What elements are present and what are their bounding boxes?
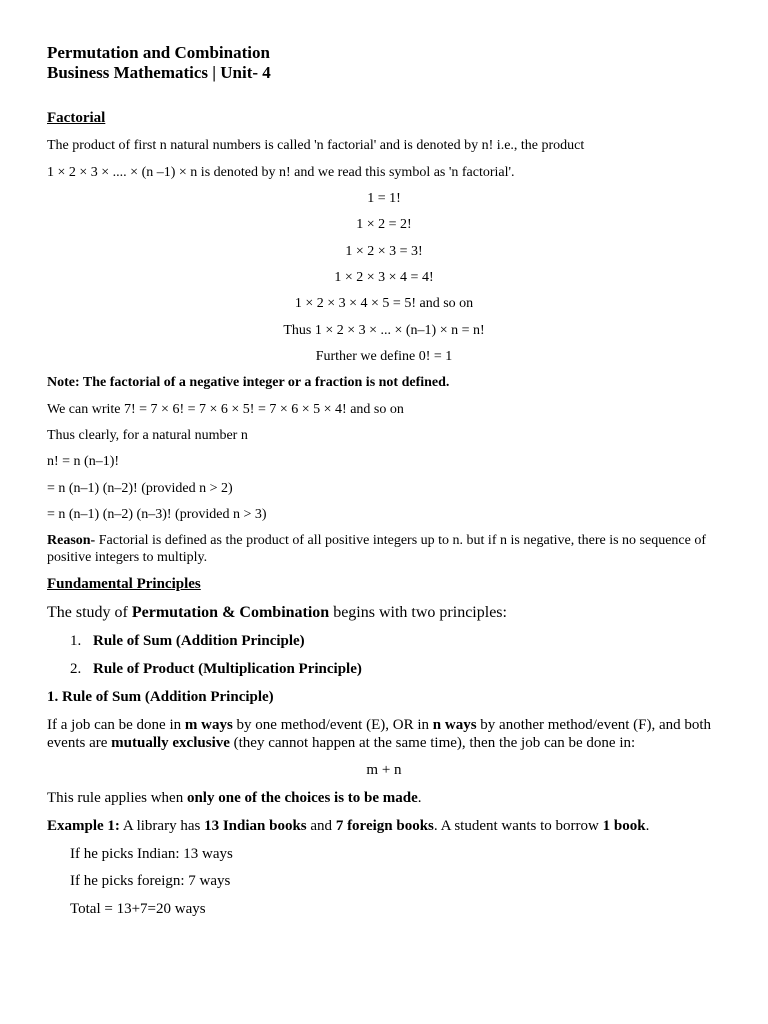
reason-text: Factorial is defined as the product of all positive integers up to n. but if n is negative, there is no sequence of positive integers to multiply. <box>47 533 707 565</box>
fundamental-intro-bold: Permutation & Combination <box>131 604 330 621</box>
list-number: 1. <box>70 633 82 649</box>
factorial-line-1: 1 = 1! <box>367 191 401 206</box>
bold-text: only one of the choices is to be made <box>186 790 418 806</box>
text: A library has <box>119 818 205 834</box>
list-number: 2. <box>70 661 82 677</box>
example-total-ways: Total = 13+7=20 ways <box>70 901 206 917</box>
factorial-heading: Factorial <box>47 110 106 126</box>
equation-3: = n (n–1) (n–2) (n–3)! (provided n > 3) <box>47 507 267 522</box>
example-1-line <box>47 817 649 835</box>
factorial-note: Note: The factorial of a negative integer or a fraction is not defined. <box>47 375 450 390</box>
text: and <box>306 818 336 834</box>
reason-paragraph <box>47 532 719 566</box>
bold-text: 1 book <box>602 818 646 834</box>
text: . <box>417 790 422 806</box>
text: (they cannot happen at the same time), then the job can be done in: <box>229 735 636 751</box>
fundamental-intro <box>47 604 507 622</box>
list-label: Rule of Product (Multiplication Principle) <box>93 661 362 677</box>
factorial-intro-line-1: The product of first n natural numbers is called 'n factorial' and is denoted by n! i.e., the product <box>47 138 585 153</box>
bold-text: 13 Indian books <box>204 818 307 834</box>
rule-of-sum-heading: 1. Rule of Sum (Addition Principle) <box>47 689 274 705</box>
document-subtitle: Business Mathematics | Unit- 4 <box>47 63 271 82</box>
factorial-line-3: 1 × 2 × 3 = 3! <box>345 244 423 259</box>
example-foreign-ways: If he picks foreign: 7 ways <box>70 873 231 889</box>
text: This rule applies when <box>47 790 187 806</box>
principle-list-item <box>70 632 305 650</box>
bold-text: 7 foreign books <box>335 818 434 834</box>
list-label: Rule of Sum (Addition Principle) <box>93 633 305 649</box>
equation-2: = n (n–1) (n–2)! (provided n > 2) <box>47 481 233 496</box>
rule-applies-line <box>47 789 422 807</box>
text: . A student wants to borrow <box>433 818 603 834</box>
text: by one method/event (E), OR in <box>232 717 433 733</box>
text: . <box>645 818 650 834</box>
reason-label: Reason- <box>47 533 96 548</box>
bold-text: m ways <box>184 717 233 733</box>
factorial-line-5: 1 × 2 × 3 × 4 × 5 = 5! and so on <box>294 296 474 311</box>
factorial-example-7: We can write 7! = 7 × 6! = 7 × 6 × 5! = 7 × 6 × 5 × 4! and so on <box>47 402 404 417</box>
example-label: Example 1: <box>47 818 120 834</box>
bold-text: n ways <box>432 717 477 733</box>
factorial-line-4: 1 × 2 × 3 × 4 = 4! <box>334 270 434 285</box>
rule-of-sum-paragraph <box>47 716 719 752</box>
equation-1: n! = n (n–1)! <box>47 454 120 469</box>
text: If a job can be done in <box>47 717 185 733</box>
rule-of-sum-formula: m + n <box>366 762 402 778</box>
fundamental-heading: Fundamental Principles <box>47 576 201 592</box>
document-title: Permutation and Combination <box>47 43 270 62</box>
bold-text: mutually exclusive <box>111 735 230 751</box>
fundamental-intro-text: The study of <box>47 604 132 621</box>
factorial-zero-def: Further we define 0! = 1 <box>315 349 453 364</box>
example-indian-ways: If he picks Indian: 13 ways <box>70 846 233 862</box>
factorial-line-2: 1 × 2 = 2! <box>356 217 412 232</box>
factorial-intro-line-2: 1 × 2 × 3 × .... × (n –1) × n is denoted by n! and we read this symbol as 'n factorial'. <box>47 165 515 180</box>
natural-number-intro: Thus clearly, for a natural number n <box>47 428 248 443</box>
principle-list-item <box>70 660 362 678</box>
text: by another method/event (F), and both events are <box>47 717 712 751</box>
factorial-general: Thus 1 × 2 × 3 × ... × (n–1) × n = n! <box>283 323 485 338</box>
fundamental-intro-text-end: begins with two principles: <box>329 604 507 621</box>
